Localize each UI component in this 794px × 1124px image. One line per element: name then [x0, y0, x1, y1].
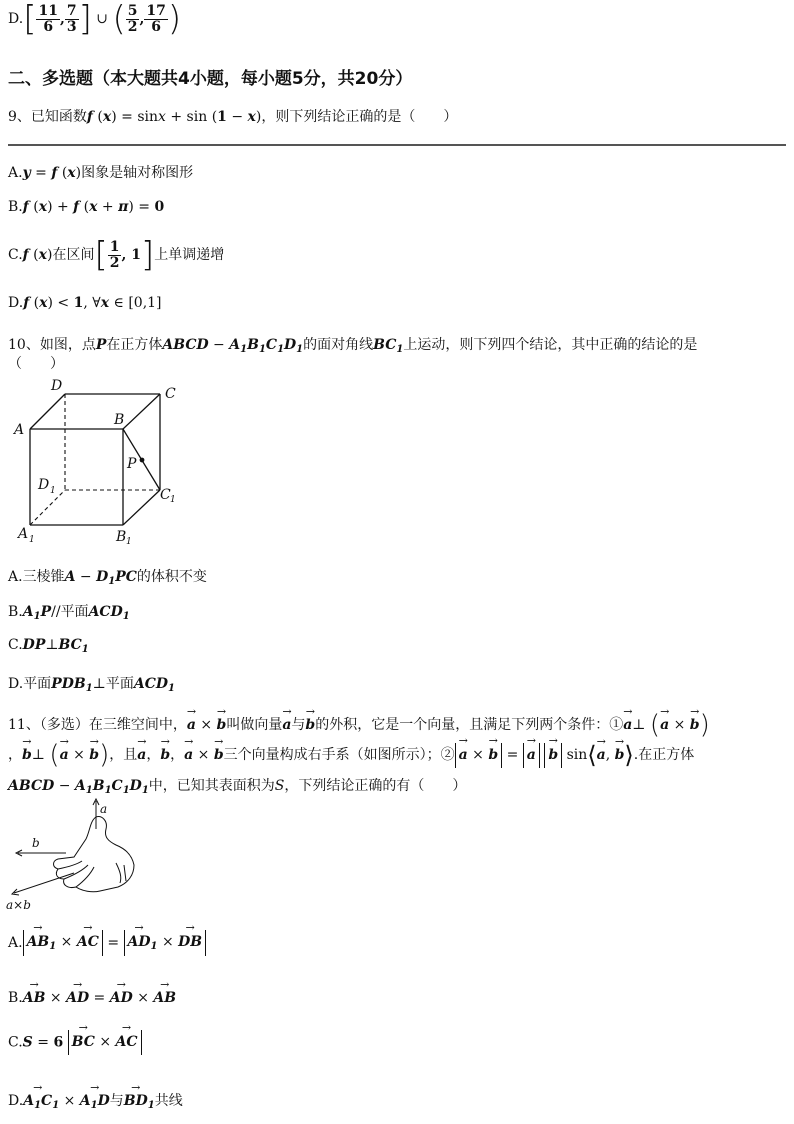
q8-option-d: D.[ $\frac{11}{6}$ , $\frac{7}{3}$ ] ∪ ( $\frac{5}{2}$ , $\frac{17}{6}$ )	[8, 0, 182, 39]
label-D1-sub: 1	[50, 486, 56, 496]
cube-figure	[8, 372, 188, 552]
q10-option-b: $B.A_1P//$平面$ACD_1$	[8, 604, 130, 622]
q11-stem-line1: 11、（多选）在三维空间中，→ a × → b叫做向量→ a与→ b的外积，它是一个向量，且满足下列两个条件：①→ a⊥ (→ a × → b)	[8, 712, 710, 738]
edge-BC	[123, 394, 160, 429]
label-C: C	[165, 386, 176, 402]
label-D1: D	[38, 477, 50, 493]
q9-option-c: C.f (x)在区间[ $\frac{1}{2}$ , 1]上单调递增	[8, 235, 225, 275]
q10-stem: 10、如图，点P在正方体ABCD − $A_1B_1C_1D_1$的面对角线$BC_1$上运动，则下列四个结论，其中正确的结论的是	[8, 337, 698, 355]
label-P: P	[127, 456, 137, 472]
label-A: A	[14, 422, 25, 438]
paren-right: )	[167, 0, 182, 39]
label-D: D	[51, 378, 63, 394]
paren-left: (	[112, 0, 126, 39]
label-B: B	[114, 412, 125, 428]
bracket-right: ]	[78, 0, 92, 39]
fig-label-a: a	[100, 802, 108, 816]
label-C1-sub: 1	[170, 495, 176, 505]
label-A1: A	[18, 526, 29, 542]
q11-option-b: B.→ AB × → AD = → AD × → AB	[8, 990, 176, 1006]
q11-option-a: $A.\to AB_1$ × → AC = → $AD_1$ × → DB	[8, 930, 206, 956]
q10-stem-paren: （ ）	[8, 356, 64, 372]
q11-option-c: C.S = 6 → BC × → AC	[8, 1030, 142, 1055]
q9-option-a: A.y = f (x)图象是轴对称图形	[8, 165, 194, 181]
q11-stem-line2: ，→ b⊥ (→ a × → b)，且→ a，→ b，→ a × → b三个向量构成右手系（如图所示）；②→ a × → b = → a → b sin⟨→ a, → b⟩.在正方体	[8, 742, 694, 768]
divider	[8, 144, 786, 146]
label-C1: C	[160, 487, 171, 503]
option-label: D.	[8, 11, 24, 27]
point-P	[140, 458, 145, 463]
edge-B1C1	[123, 490, 160, 525]
fraction: $\frac{11}{6}$	[38, 2, 58, 35]
fraction: $\frac{7}{3}$	[66, 2, 77, 35]
fig-label-b: b	[32, 836, 40, 850]
q10-option-a: A.三棱锥$A - D_1PC$的体积不变	[8, 569, 207, 587]
fraction: $\frac{5}{2}$	[127, 2, 138, 35]
hand-outline	[54, 817, 135, 892]
right-hand-figure	[4, 795, 144, 915]
edge-AD	[30, 394, 65, 429]
section-heading: 二、多选题（本大题共4小题，每小题5分，共20分）	[8, 69, 413, 89]
q9-option-d: D.f (x) < 1, ∀x ∈ [0,1]	[8, 295, 162, 311]
fig-label-axb: a×b	[6, 898, 31, 912]
q10-option-c: $C.DP\perp BC_1$	[8, 637, 89, 655]
label-B1-sub: 1	[126, 537, 132, 547]
q9-option-b: B.f (x) + f (x + π) = 0	[8, 199, 165, 215]
edge-A1D1-hidden	[30, 490, 65, 525]
label-A1-sub: 1	[29, 535, 35, 545]
q11-stem-line3: ABCD − $A_1B_1C_1D_1$中，已知其表面积为S，下列结论正确的有（ ）	[8, 778, 467, 796]
q10-option-d: D.平面$PDB_1\perp$平面$ACD_1$	[8, 676, 175, 694]
q9-stem: 9、已知函数f (x) = sinx + sin (1 − x)，则下列结论正确的是（ ）	[8, 109, 458, 125]
label-B1: B	[116, 529, 127, 545]
q11-option-d: $D.\to A_1C_1$ × → $A_1D$与→ $BD_1$共线	[8, 1090, 183, 1111]
arrow-axb	[14, 873, 74, 893]
bracket-left: [	[23, 0, 37, 39]
fraction: $\frac{17}{6}$	[146, 2, 166, 35]
